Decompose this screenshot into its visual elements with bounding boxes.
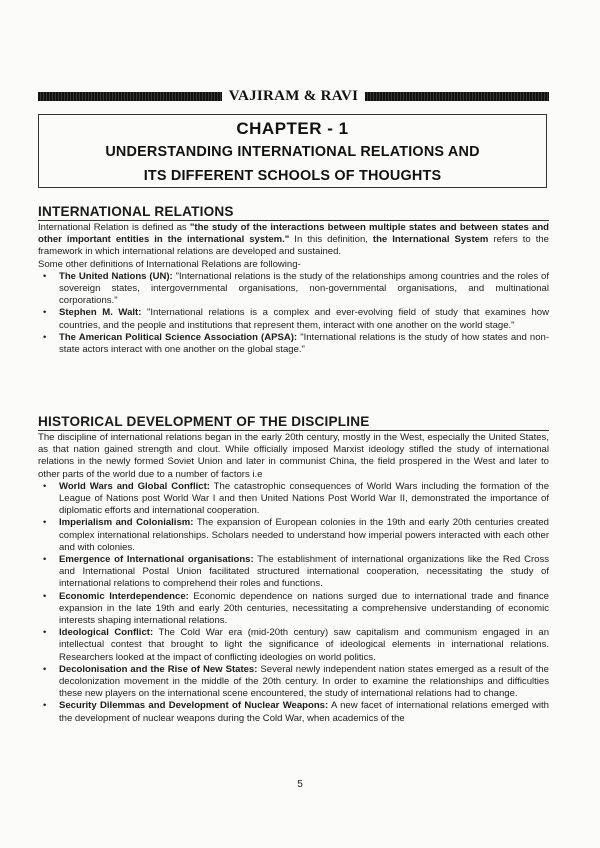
brand-header <box>38 86 549 106</box>
section-historical-development <box>38 414 549 725</box>
page-number: 5 <box>297 779 303 790</box>
chapter-title-line-1: UNDERSTANDING INTERNATIONAL RELATIONS AND <box>105 144 480 160</box>
bullet-icon: • <box>43 480 47 492</box>
list-item: • Imperialism and Colonialism: The expansion of European colonies in the 19th and early 20th centuries created complex international relationships. Scholars needed to understand how imperial powers interacted with each other and with colonies. <box>43 517 549 553</box>
bullet-icon: • <box>43 627 47 639</box>
header-rule-right <box>365 92 549 101</box>
list-item: • Security Dilemmas and Development of Nuclear Weapons: A new facet of international relations emerged with the development of nuclear weapons during the Cold War, when academics of the <box>43 700 549 724</box>
list-item: • Stephen M. Walt: "International relations is a complex and ever-evolving field of study that examines how countries, and the people and institutions that represent them, interact with one another on the world stage." <box>43 307 549 331</box>
section-international-relations <box>38 204 549 356</box>
bullet-icon: • <box>43 517 47 529</box>
list-item: • The American Political Science Association (APSA): "International relations is the study of how states and non-state actors interact with one another on the global stage." <box>43 331 549 356</box>
list-item: • World Wars and Global Conflict: The catastrophic consequences of World Wars including the formation of the League of Nations post World War I and then United Nations Post World War II, demonstrated the importance of diplomatic efforts and international cooperation. <box>43 480 550 517</box>
chapter-title-box <box>38 114 547 188</box>
list-item: • Ideological Conflict: The Cold War era (mid-20th century) saw capitalism and communism engaged in an intellectual contest that brought to light the significance of ideological elements in international relations. Researchers looked at the impact of conflicting ideologies on world politics. <box>43 627 550 663</box>
brand-name: VAJIRAM & RAVI <box>228 87 359 104</box>
bullet-icon: • <box>43 307 47 319</box>
chapter-title-line-2: ITS DIFFERENT SCHOOLS OF THOUGHTS <box>143 168 442 184</box>
history-intro: The discipline of international relations began in the early 20th century, mostly in the West, especially the United States, as that nation gained strength and clout. While officially imposed Marxist ideology stifled the study of international relations in the newly formed Soviet Union and later in communist China, the field prospered in the West and later to other parts of the world due to a number of factors i.e <box>38 432 549 480</box>
list-item: • Decolonisation and the Rise of New States: Several newly independent nation states emerged as a result of the decolonization movement in the middle of the 20th century. In order to examine the relationships and difficulties these new players on the international scene encountered, the study of international relations had to change. <box>43 663 549 700</box>
header-rule-left <box>38 92 222 101</box>
bullet-icon: • <box>43 270 47 282</box>
chapter-number: CHAPTER - 1 <box>236 119 349 138</box>
bullet-icon: • <box>43 663 47 675</box>
definitions-lead: Some other definitions of International Relations are following- <box>38 258 301 270</box>
bullet-icon: • <box>43 700 47 712</box>
factors-list <box>38 481 549 725</box>
list-item: • Emergence of International organisations: The establishment of international organizations like the Red Cross and International Postal Union facilitated structured international cooperation, necessitating the study of international relations to comprehend their roles and functions. <box>43 554 549 590</box>
section-heading: HISTORICAL DEVELOPMENT OF THE DISCIPLINE <box>38 414 549 431</box>
bullet-icon: • <box>43 331 47 343</box>
bullet-icon: • <box>43 590 47 602</box>
section-heading: INTERNATIONAL RELATIONS <box>38 204 549 221</box>
list-item: • The United Nations (UN): "International relations is the study of the relationships among countries and the roles of sovereign states, intergovernmental organisations, non-governmental organisations, and multinational corporations." <box>43 270 549 307</box>
bullet-icon: • <box>43 554 47 566</box>
definitions-list <box>38 271 549 356</box>
definition-paragraph: International Relation is defined as "the study of the interactions between multiple states and between states and other important entities in the international system." In this definition, the International System refers to the framework in which international relations are developed and sustained. <box>38 222 549 258</box>
list-item: • Economic Interdependence: Economic dependence on nations surged due to international trade and finance expansion in the late 19th and early 20th centuries, necessitating a comprehensive understanding of economic interests shaping international relations. <box>43 590 549 627</box>
